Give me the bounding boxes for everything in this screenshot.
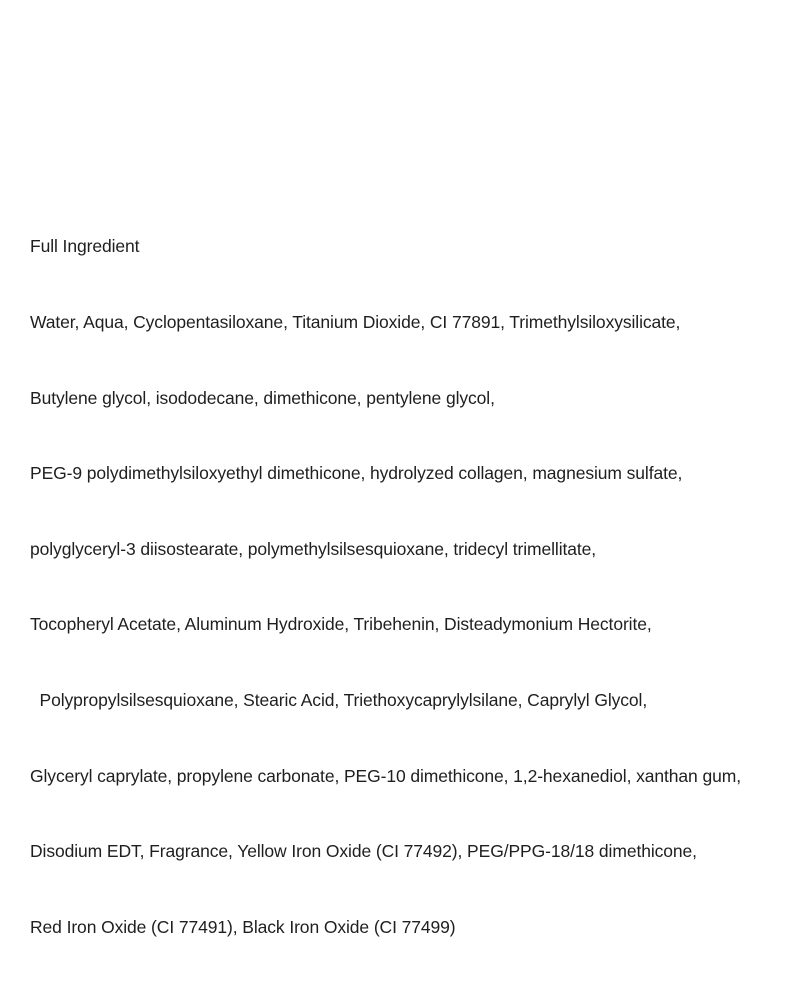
ingredient-line: PEG-9 polydimethylsiloxyethyl dimethicone, hydrolyzed collagen, magnesium sulfate, [30, 463, 683, 484]
ingredient-line: Butylene glycol, isododecane, dimethicone, pentylene glycol, [30, 387, 495, 408]
ingredient-line: Water, Aqua, Cyclopentasiloxane, Titanium Dioxide, CI 77891, Trimethylsiloxysilicate, [30, 312, 681, 333]
ingredient-line: Tocopheryl Acetate, Aluminum Hydroxide, Tribehenin, Disteadymonium Hectorite, [30, 614, 652, 635]
ingredient-line: Polypropylsilsesquioxane, Stearic Acid, Triethoxycaprylylsilane, Caprylyl Glycol, [30, 690, 648, 711]
ingredient-list [30, 184, 778, 991]
ingredient-line: Disodium EDT, Fragrance, Yellow Iron Oxide (CI 77492), PEG/PPG-18/18 dimethicone, [30, 841, 697, 862]
ingredient-line: polyglyceryl-3 diisostearate, polymethylsilsesquioxane, tridecyl trimellitate, [30, 538, 597, 559]
ingredient-list-heading: Full Ingredient [30, 236, 140, 257]
ingredient-line: Red Iron Oxide (CI 77491), Black Iron Oxide (CI 77499) [30, 916, 456, 937]
ingredient-line: Glyceryl caprylate, propylene carbonate, PEG-10 dimethicone, 1,2-hexanediol, xanthan gum, [30, 765, 741, 786]
